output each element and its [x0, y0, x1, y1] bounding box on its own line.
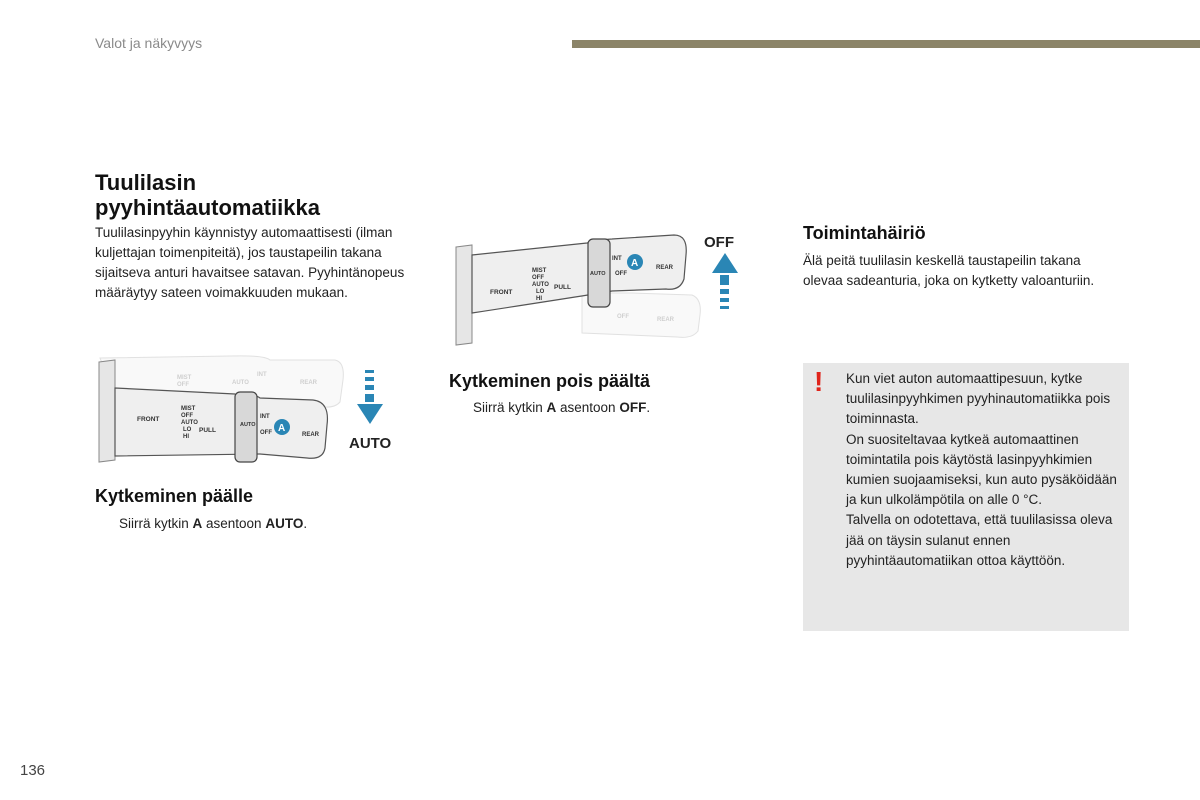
figure-stalk-auto	[95, 350, 405, 468]
label-lo: LO	[536, 289, 545, 295]
arrow-label-auto: AUTO	[349, 435, 392, 452]
label-rear: REAR	[656, 265, 674, 271]
label-rear: REAR	[302, 432, 320, 438]
warning-paragraph-1: Kun viet auton automaattipesuun, kytke tuulilasinpyyhkimen pyyhinautomatiikka pois toiminnasta.	[846, 371, 1111, 427]
label-off-ring: OFF	[260, 430, 272, 436]
warning-paragraph-2: On suositeltavaa kytkeä automaattinen toimintatila pois käytöstä lasinpyyhkimien kumien suojaamiseksi, kun auto pysäköidään ja kun ulkolämpötila on alle 0 °C.	[846, 431, 1117, 508]
page-number: 136	[20, 762, 46, 779]
section-on-bullet: Siirrä kytkin A asentoon AUTO.	[119, 516, 308, 531]
label-pull: PULL	[554, 284, 571, 291]
label-auto-ring: AUTO	[590, 271, 606, 277]
arrow-down-icon	[357, 370, 383, 424]
arrow-up-icon	[712, 253, 738, 309]
label-front: FRONT	[490, 289, 513, 296]
marker-a-label: A	[278, 423, 286, 434]
malfunction-title: Toimintahäiriö	[803, 223, 926, 243]
ghost-label-off: OFF	[177, 382, 189, 388]
section-on-title: Kytkeminen päälle	[95, 486, 254, 506]
figure-stalk-off	[452, 225, 752, 347]
label-int: INT	[612, 256, 622, 262]
ghost-label-off: OFF	[617, 314, 629, 320]
label-int: INT	[260, 414, 270, 420]
ghost-label-rear: REAR	[657, 317, 675, 323]
ghost-label-rear: REAR	[300, 380, 318, 386]
label-auto-ring: AUTO	[240, 422, 256, 428]
malfunction-text: Älä peitä tuulilasin keskellä taustapeilin takana olevaa sadeanturia, joka on kytketty valoanturiin.	[803, 253, 1095, 288]
intro-paragraph: Tuulilasinpyyhin käynnistyy automaattisesti (ilman kuljettajan toimenpiteitä), jos taustapeilin takana sijaitseva anturi havaitsee satavan. Pyyhintänopeus määräytyy sateen voimakkuuden mukaan.	[95, 225, 405, 300]
warning-icon: !	[814, 366, 824, 397]
label-mist: MIST	[181, 406, 196, 412]
label-auto: AUTO	[181, 420, 198, 426]
ghost-label-auto: AUTO	[232, 380, 249, 386]
section-off-title: Kytkeminen pois päältä	[449, 371, 651, 391]
header-rule	[572, 40, 1200, 48]
label-off: OFF	[532, 275, 544, 281]
label-front: FRONT	[137, 416, 160, 423]
label-mist: MIST	[532, 268, 547, 274]
label-off: OFF	[181, 413, 193, 419]
running-header: Valot ja näkyvyys	[95, 35, 203, 51]
arrow-label-off: OFF	[704, 234, 734, 251]
label-off-ring: OFF	[615, 271, 627, 277]
section-off-bullet: Siirrä kytkin A asentoon OFF.	[473, 400, 651, 415]
warning-text	[846, 369, 1122, 571]
page-title: Tuulilasin pyyhintäautomatiikka	[95, 170, 320, 220]
label-hi: HI	[183, 434, 189, 440]
label-auto: AUTO	[532, 282, 549, 288]
label-pull: PULL	[199, 427, 216, 434]
warning-paragraph-3: Talvella on odotettava, että tuulilasissa oleva jää on täysin sulanut ennen pyyhintäautomatiikan ottoa käyttöön.	[846, 512, 1113, 568]
label-hi: HI	[536, 296, 542, 302]
ghost-label-mist: MIST	[177, 375, 192, 381]
marker-a-label: A	[631, 258, 639, 269]
label-lo: LO	[183, 427, 192, 433]
ghost-label-int: INT	[257, 372, 267, 378]
